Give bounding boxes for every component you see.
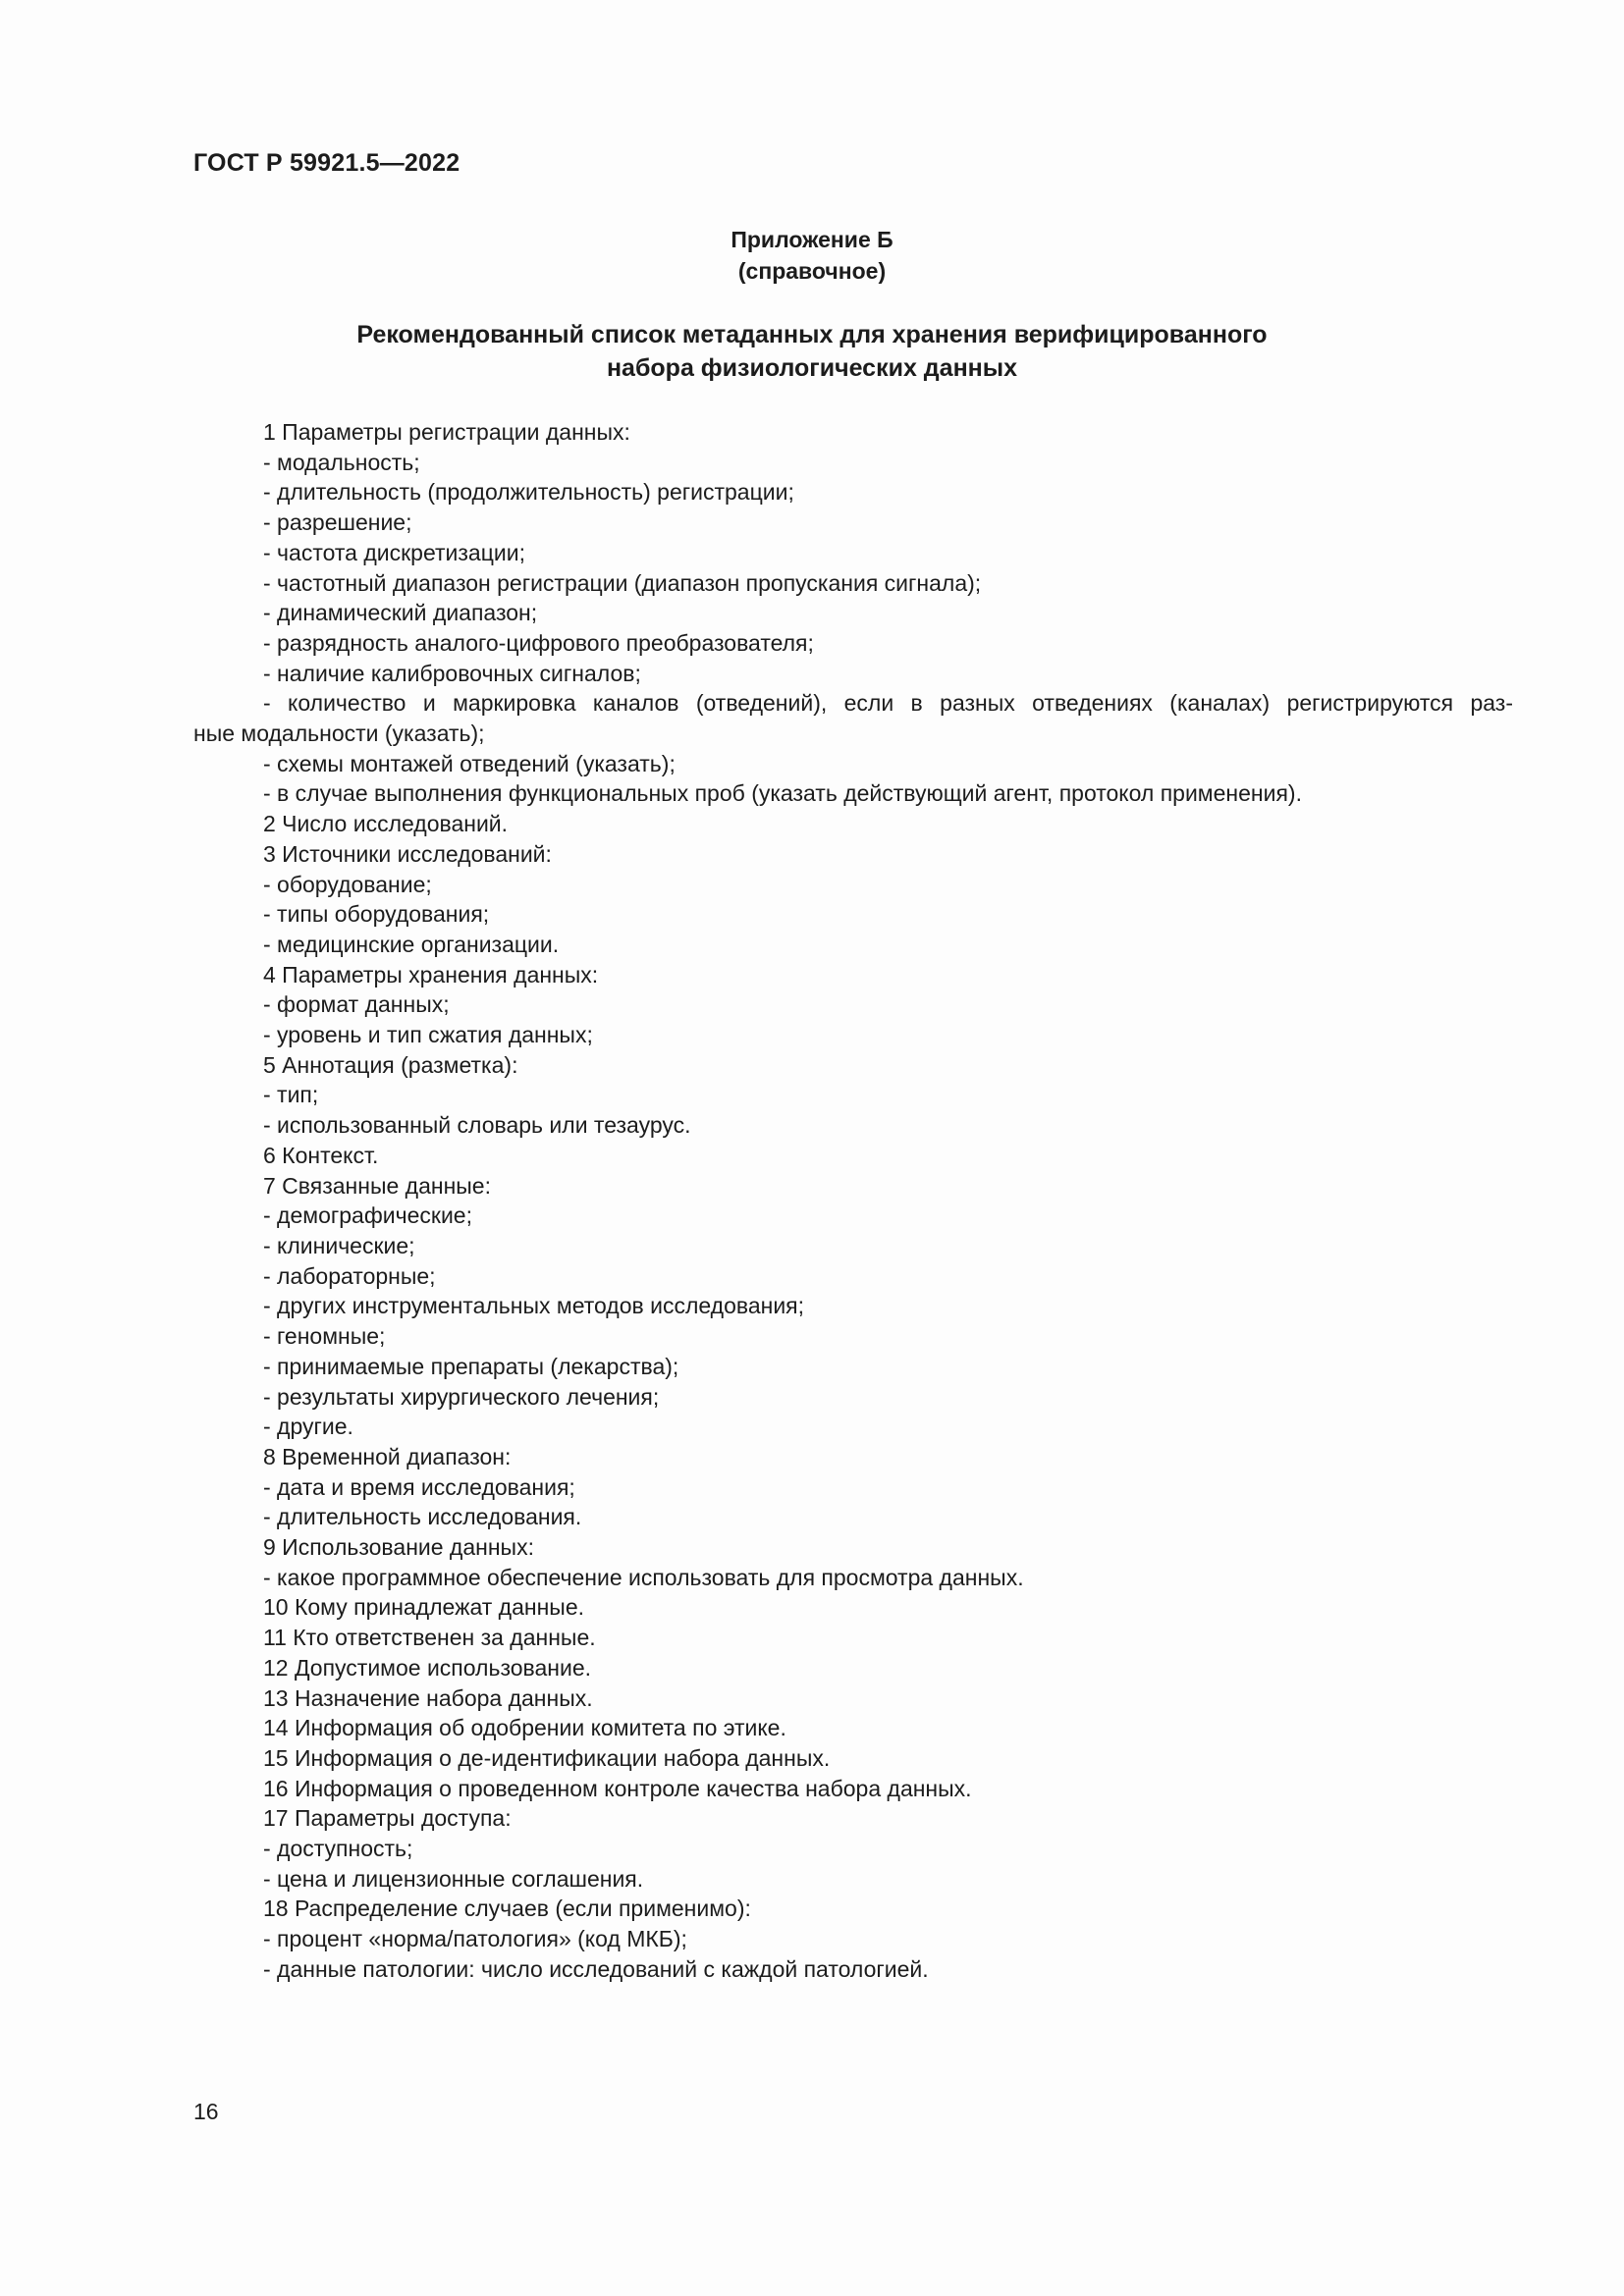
list-item: 8 Временной диапазон:	[263, 1443, 512, 1469]
list-item: 7 Связанные данные:	[263, 1172, 491, 1199]
list-item: - результаты хирургического лечения;	[263, 1383, 660, 1410]
list-item: - принимаемые препараты (лекарства);	[263, 1353, 679, 1379]
list-item: - разрядность аналого-цифрового преобразователя;	[263, 629, 814, 656]
list-item: - длительность исследования.	[263, 1504, 582, 1530]
list-item: 17 Параметры доступа:	[263, 1805, 512, 1832]
list-item: - в случае выполнения функциональных проб (указать действующий агент, протокол применения).	[263, 780, 1302, 807]
annex-kind: (справочное)	[737, 258, 887, 284]
page-number: 16	[193, 2099, 219, 2124]
list-item: - количество и маркировка каналов (отведений), если в разных отведениях (каналах) регистрируются раз-	[263, 690, 1513, 717]
list-item: - медицинские организации.	[263, 931, 560, 957]
list-item: - модальность;	[263, 449, 420, 475]
annex-heading	[0, 318, 1624, 385]
list-item: 13 Назначение набора данных.	[263, 1684, 593, 1711]
list-item: - геномные;	[263, 1323, 386, 1350]
list-item: - разрешение;	[263, 509, 412, 536]
list-item-continuation: ные модальности (указать);	[193, 721, 485, 747]
list-item: - какое программное обеспечение использовать для просмотра данных.	[263, 1564, 1024, 1590]
list-item: - цена и лицензионные соглашения.	[263, 1865, 644, 1892]
list-item: 6 Контекст.	[263, 1142, 379, 1168]
list-item: - динамический диапазон;	[263, 600, 538, 626]
list-item: - доступность;	[263, 1836, 413, 1862]
list-item: - другие.	[263, 1414, 353, 1440]
list-item: 2 Число исследований.	[263, 811, 509, 837]
list-item: - демографические;	[263, 1202, 472, 1229]
list-item: 3 Источники исследований:	[263, 840, 552, 867]
list-item: 9 Использование данных:	[263, 1534, 534, 1561]
list-item: 10 Кому принадлежат данные.	[263, 1594, 585, 1621]
list-item: - процент «норма/патология» (код МКБ);	[263, 1926, 687, 1952]
metadata-list	[193, 417, 1513, 1985]
list-item: - тип;	[263, 1082, 319, 1108]
list-item: - наличие калибровочных сигналов;	[263, 660, 641, 686]
list-item: 5 Аннотация (разметка):	[263, 1051, 518, 1078]
list-item: - использованный словарь или тезаурус.	[263, 1112, 691, 1139]
list-item: - дата и время исследования;	[263, 1473, 575, 1500]
list-item: 11 Кто ответственен за данные.	[263, 1625, 596, 1651]
list-item: 14 Информация об одобрении комитета по этике.	[263, 1715, 786, 1741]
list-item: - других инструментальных методов исследования;	[263, 1293, 805, 1319]
list-item: 16 Информация о проведенном контроле качества набора данных.	[263, 1775, 972, 1801]
annex-heading-line-2: набора физиологических данных	[606, 354, 1018, 382]
list-item: - частота дискретизации;	[263, 539, 525, 565]
list-item: - схемы монтажей отведений (указать);	[263, 750, 676, 776]
list-item: - типы оборудования;	[263, 901, 490, 928]
list-item: - оборудование;	[263, 871, 432, 897]
list-item: 4 Параметры хранения данных:	[263, 961, 599, 988]
list-item: 18 Распределение случаев (если применимо):	[263, 1896, 751, 1922]
list-item: 15 Информация о де-идентификации набора данных.	[263, 1744, 831, 1771]
list-item: - данные патологии: число исследований с каждой патологией.	[263, 1955, 929, 1982]
list-item: - длительность (продолжительность) регистрации;	[263, 479, 794, 506]
list-item: - частотный диапазон регистрации (диапазон пропускания сигнала);	[263, 569, 982, 596]
list-item: - уровень и тип сжатия данных;	[263, 1022, 593, 1048]
list-item: 1 Параметры регистрации данных:	[263, 419, 630, 445]
annex-title: Приложение Б	[731, 227, 893, 252]
list-item: - лабораторные;	[263, 1262, 436, 1289]
list-item: - формат данных;	[263, 991, 450, 1018]
document-code: ГОСТ Р 59921.5—2022	[193, 149, 460, 177]
list-item: 12 Допустимое использование.	[263, 1654, 592, 1681]
list-item: - клинические;	[263, 1232, 415, 1258]
annex-heading-line-1: Рекомендованный список метаданных для хранения верифицированного	[356, 321, 1268, 348]
